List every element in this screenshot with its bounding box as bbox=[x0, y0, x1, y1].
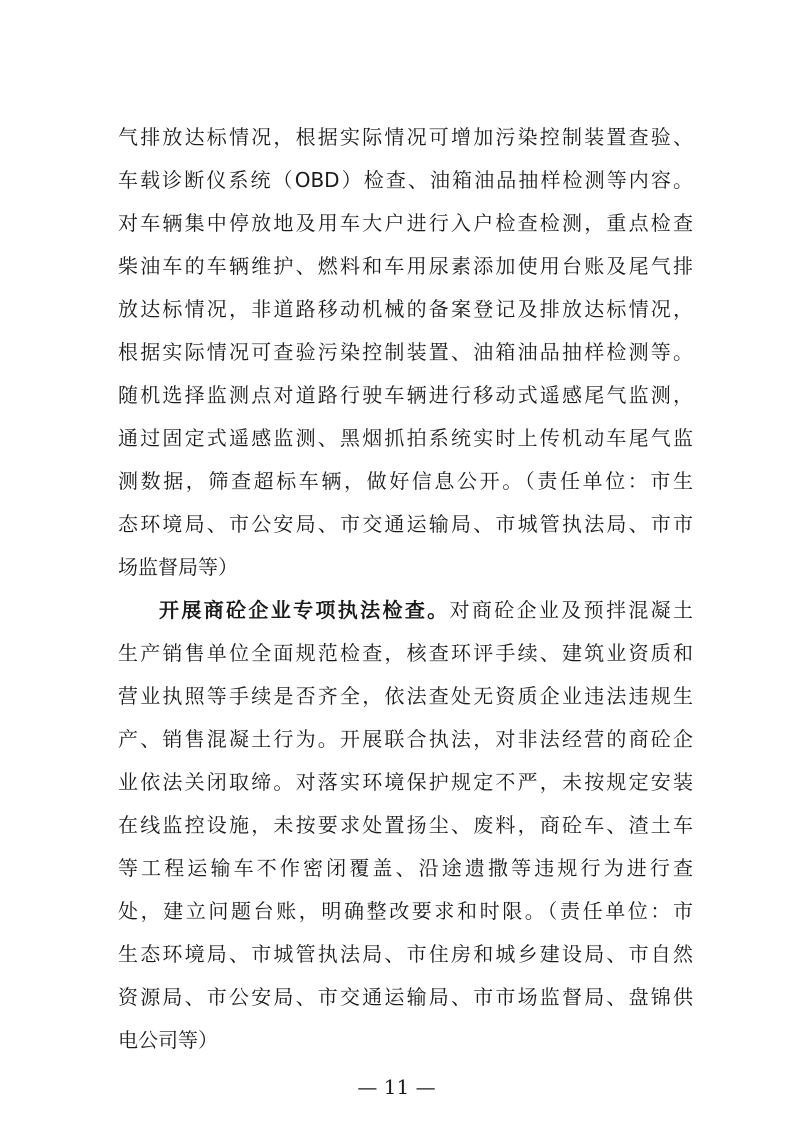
body-text-line: 气排放达标情况，根据实际情况可增加污染控制装置查验、 bbox=[118, 125, 693, 149]
page-number: — 11 — bbox=[357, 1075, 436, 1099]
body-text-run: 对商砼企业及预拌混凝土 bbox=[449, 598, 693, 622]
body-text-line: 在线监控设施，未按要求处置扬尘、废料，商砼车、渣土车 bbox=[118, 813, 693, 837]
body-text-line: 场监督局等） bbox=[118, 555, 238, 579]
body-text-line: 态环境局、市公安局、市交通运输局、市城管执法局、市市 bbox=[118, 512, 693, 536]
body-text-line: 放达标情况，非道路移动机械的备案登记及排放达标情况， bbox=[118, 297, 693, 321]
body-text-line: 随机选择监测点对道路行驶车辆进行移动式遥感尾气监测， bbox=[118, 383, 693, 407]
body-text-line: 产、销售混凝土行为。开展联合执法，对非法经营的商砼企 bbox=[118, 727, 693, 751]
body-text-line: 营业执照等手续是否齐全，依法查处无资质企业违法违规生 bbox=[118, 684, 693, 708]
section-heading: 开展商砼企业专项执法检查。 bbox=[159, 598, 450, 622]
body-text-line: 生产销售单位全面规范检查，核查环评手续、建筑业资质和 bbox=[118, 641, 693, 665]
body-text-line: 处，建立问题台账，明确整改要求和时限。（责任单位：市 bbox=[118, 899, 693, 923]
body-text-line: 通过固定式遥感监测、黑烟抓拍系统实时上传机动车尾气监 bbox=[118, 426, 693, 450]
body-text-line: 测数据，筛查超标车辆，做好信息公开。（责任单位：市生 bbox=[118, 469, 693, 493]
body-text-line: 车载诊断仪系统（OBD）检查、油箱油品抽样检测等内容。 bbox=[118, 168, 693, 192]
body-text-line: 生态环境局、市城管执法局、市住房和城乡建设局、市自然 bbox=[118, 942, 693, 966]
paragraph-first-line bbox=[159, 590, 693, 630]
body-text-line: 电公司等） bbox=[118, 1028, 218, 1052]
body-text-line: 对车辆集中停放地及用车大户进行入户检查检测，重点检查 bbox=[118, 211, 693, 235]
body-text-line: 根据实际情况可查验污染控制装置、油箱油品抽样检测等。 bbox=[118, 340, 693, 364]
body-text-line: 等工程运输车不作密闭覆盖、沿途遗撒等违规行为进行查 bbox=[118, 856, 693, 880]
body-text-line: 资源局、市公安局、市交通运输局、市市场监督局、盘锦供 bbox=[118, 985, 693, 1009]
body-text-line: 业依法关闭取缔。对落实环境保护规定不严，未按规定安装 bbox=[118, 770, 693, 794]
body-text-line: 柴油车的车辆维护、燃料和车用尿素添加使用台账及尾气排 bbox=[118, 254, 693, 278]
